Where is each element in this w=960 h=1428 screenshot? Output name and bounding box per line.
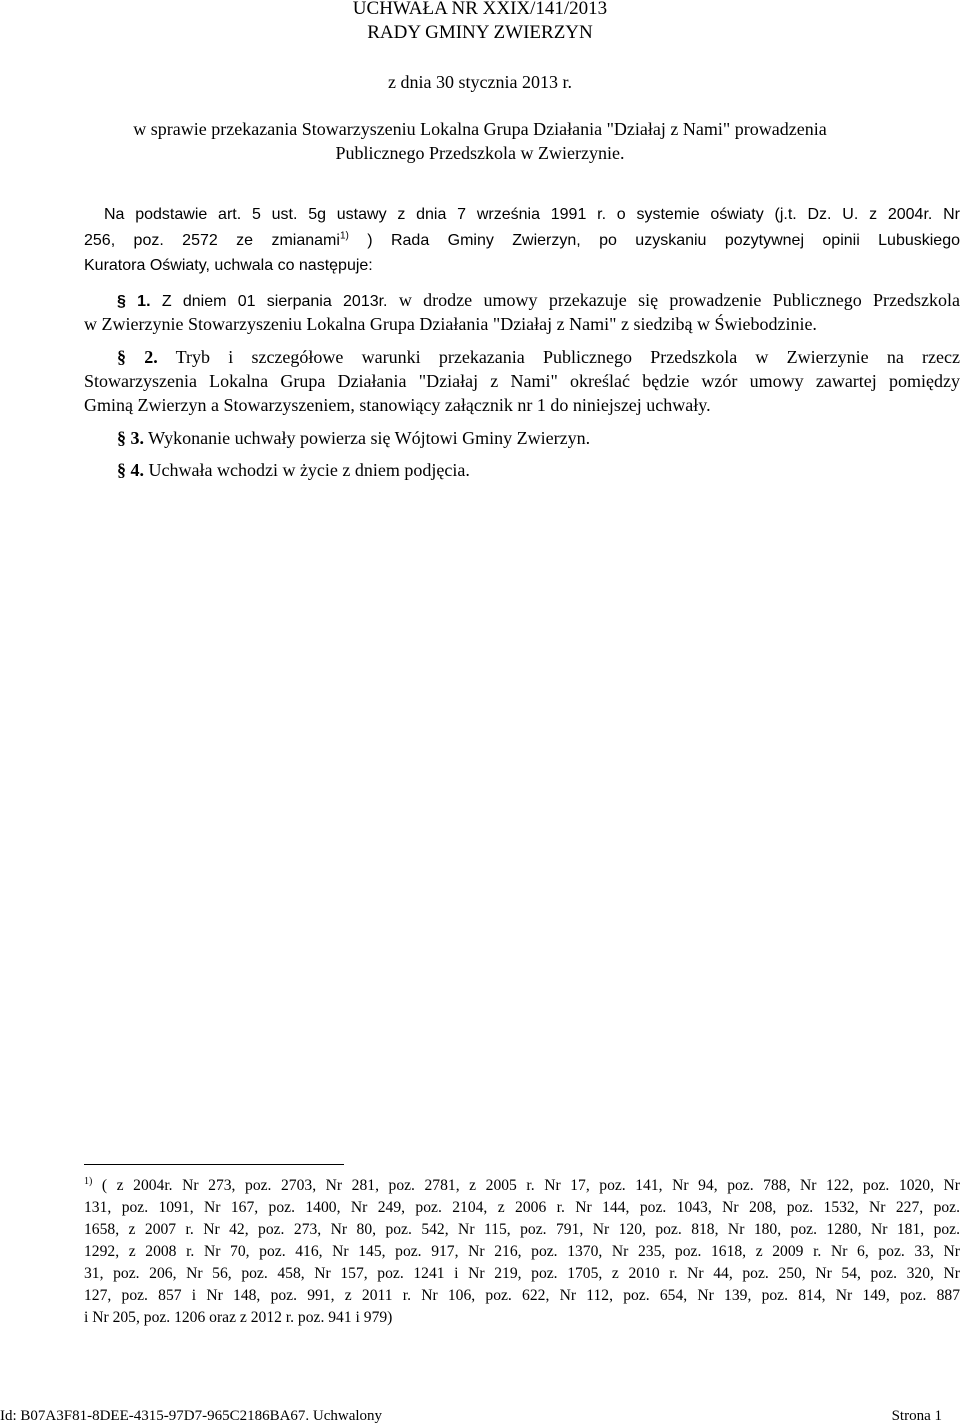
paragraph-1-number: § 1. bbox=[117, 293, 151, 310]
footnote-line7: i Nr 205, poz. 1206 oraz z 2012 r. poz. 941 i 979) bbox=[84, 1309, 393, 1326]
council-name: RADY GMINY ZWIERZYN bbox=[367, 22, 593, 43]
paragraph-1-line1: § 1. Z dniem 01 sierpania 2013r. w drodze umowy przekazuje się prowadzenie Publicznego Przedszkola bbox=[117, 290, 960, 310]
preamble-line3: Kuratora Oświaty, uchwala co następuje: bbox=[84, 257, 373, 274]
paragraph-2-line1: § 2. Tryb i szczegółowe warunki przekazania Publicznego Przedszkola w Zwierzynie na rzecz bbox=[117, 347, 960, 367]
preamble-line1: Na podstawie art. 5 ust. 5g ustawy z dnia 7 września 1991 r. o systemie oświaty (j.t. Dz. U. z 2004r. Nr bbox=[104, 206, 960, 223]
footnote-line3: 1658, z 2007 r. Nr 42, poz. 273, Nr 80, poz. 542, Nr 115, poz. 791, Nr 120, poz. 818, Nr 180, poz. 1280, Nr 181, poz. bbox=[84, 1221, 960, 1238]
resolution-date: z dnia 30 stycznia 2013 r. bbox=[388, 72, 572, 92]
preamble-line2: 256, poz. 2572 ze zmianami$^{1)}$ ) Rada Gminy Zwierzyn, po uzyskaniu pozytywnej opinii Lubuskiego bbox=[84, 230, 960, 249]
footnote-separator bbox=[84, 1164, 344, 1165]
resolution-subject-line2: Publicznego Przedszkola w Zwierzynie. bbox=[335, 143, 625, 163]
paragraph-2-line2: Stowarzyszenia Lokalna Grupa Działania "Działaj z Nami" określać będzie wzór umowy zawartej pomiędzy bbox=[84, 371, 960, 391]
document-id: Id: B07A3F81-8DEE-4315-97D7-965C2186BA67. Uchwalony bbox=[0, 1408, 383, 1424]
paragraph-1-line2: w Zwierzynie Stowarzyszeniu Lokalna Grupa Działania "Działaj z Nami" z siedzibą w Świebodzinie. bbox=[84, 314, 817, 334]
footnote-line5: 31, poz. 206, Nr 56, poz. 458, Nr 157, poz. 1241 i Nr 219, poz. 1705, z 2010 r. Nr 44, poz. 250, Nr 54, poz. 320, Nr bbox=[84, 1265, 960, 1282]
footnote-line4: 1292, z 2008 r. Nr 70, poz. 416, Nr 145, poz. 917, Nr 216, poz. 1370, Nr 235, poz. 1618, z 2009 r. Nr 6, poz. 33, Nr bbox=[84, 1243, 960, 1260]
paragraph-3-number: § 3. bbox=[117, 428, 144, 448]
footnote-marker: 1) bbox=[84, 1175, 93, 1187]
page-number: Strona 1 bbox=[891, 1408, 942, 1424]
footnote-line2: 131, poz. 1091, Nr 167, poz. 1400, Nr 249, poz. 2104, z 2006 r. Nr 144, poz. 1043, Nr 208, poz. 1532, Nr 227, poz. bbox=[84, 1199, 960, 1216]
paragraph-3: § 3. Wykonanie uchwały powierza się Wójtowi Gminy Zwierzyn. bbox=[117, 428, 591, 448]
paragraph-4: § 4. Uchwała wchodzi w życie z dniem podjęcia. bbox=[117, 460, 470, 480]
resolution-subject-line1: w sprawie przekazania Stowarzyszeniu Lokalna Grupa Działania "Działaj z Nami" prowadzenia bbox=[133, 119, 827, 139]
paragraph-2-number: § 2. bbox=[117, 347, 158, 367]
footnote-ref: 1) bbox=[339, 230, 349, 242]
paragraph-4-number: § 4. bbox=[117, 460, 144, 480]
paragraph-2-line3: Gminą Zwierzyn a Stowarzyszeniem, stanowiący załącznik nr 1 do niniejszej uchwały. bbox=[84, 395, 711, 415]
resolution-title: UCHWAŁA NR XXIX/141/2013 bbox=[352, 0, 608, 19]
footnote-line6: 127, poz. 857 i Nr 148, poz. 991, z 2011 r. Nr 106, poz. 622, Nr 112, poz. 654, Nr 139, poz. 814, Nr 149, poz. 887 bbox=[84, 1287, 960, 1304]
footnote-line1: $^{1)}$ ( z 2004r. Nr 273, poz. 2703, Nr 281, poz. 2781, z 2005 r. Nr 17, poz. 141, Nr 94, poz. 788, Nr 122, poz. 1020, Nr bbox=[84, 1175, 960, 1194]
